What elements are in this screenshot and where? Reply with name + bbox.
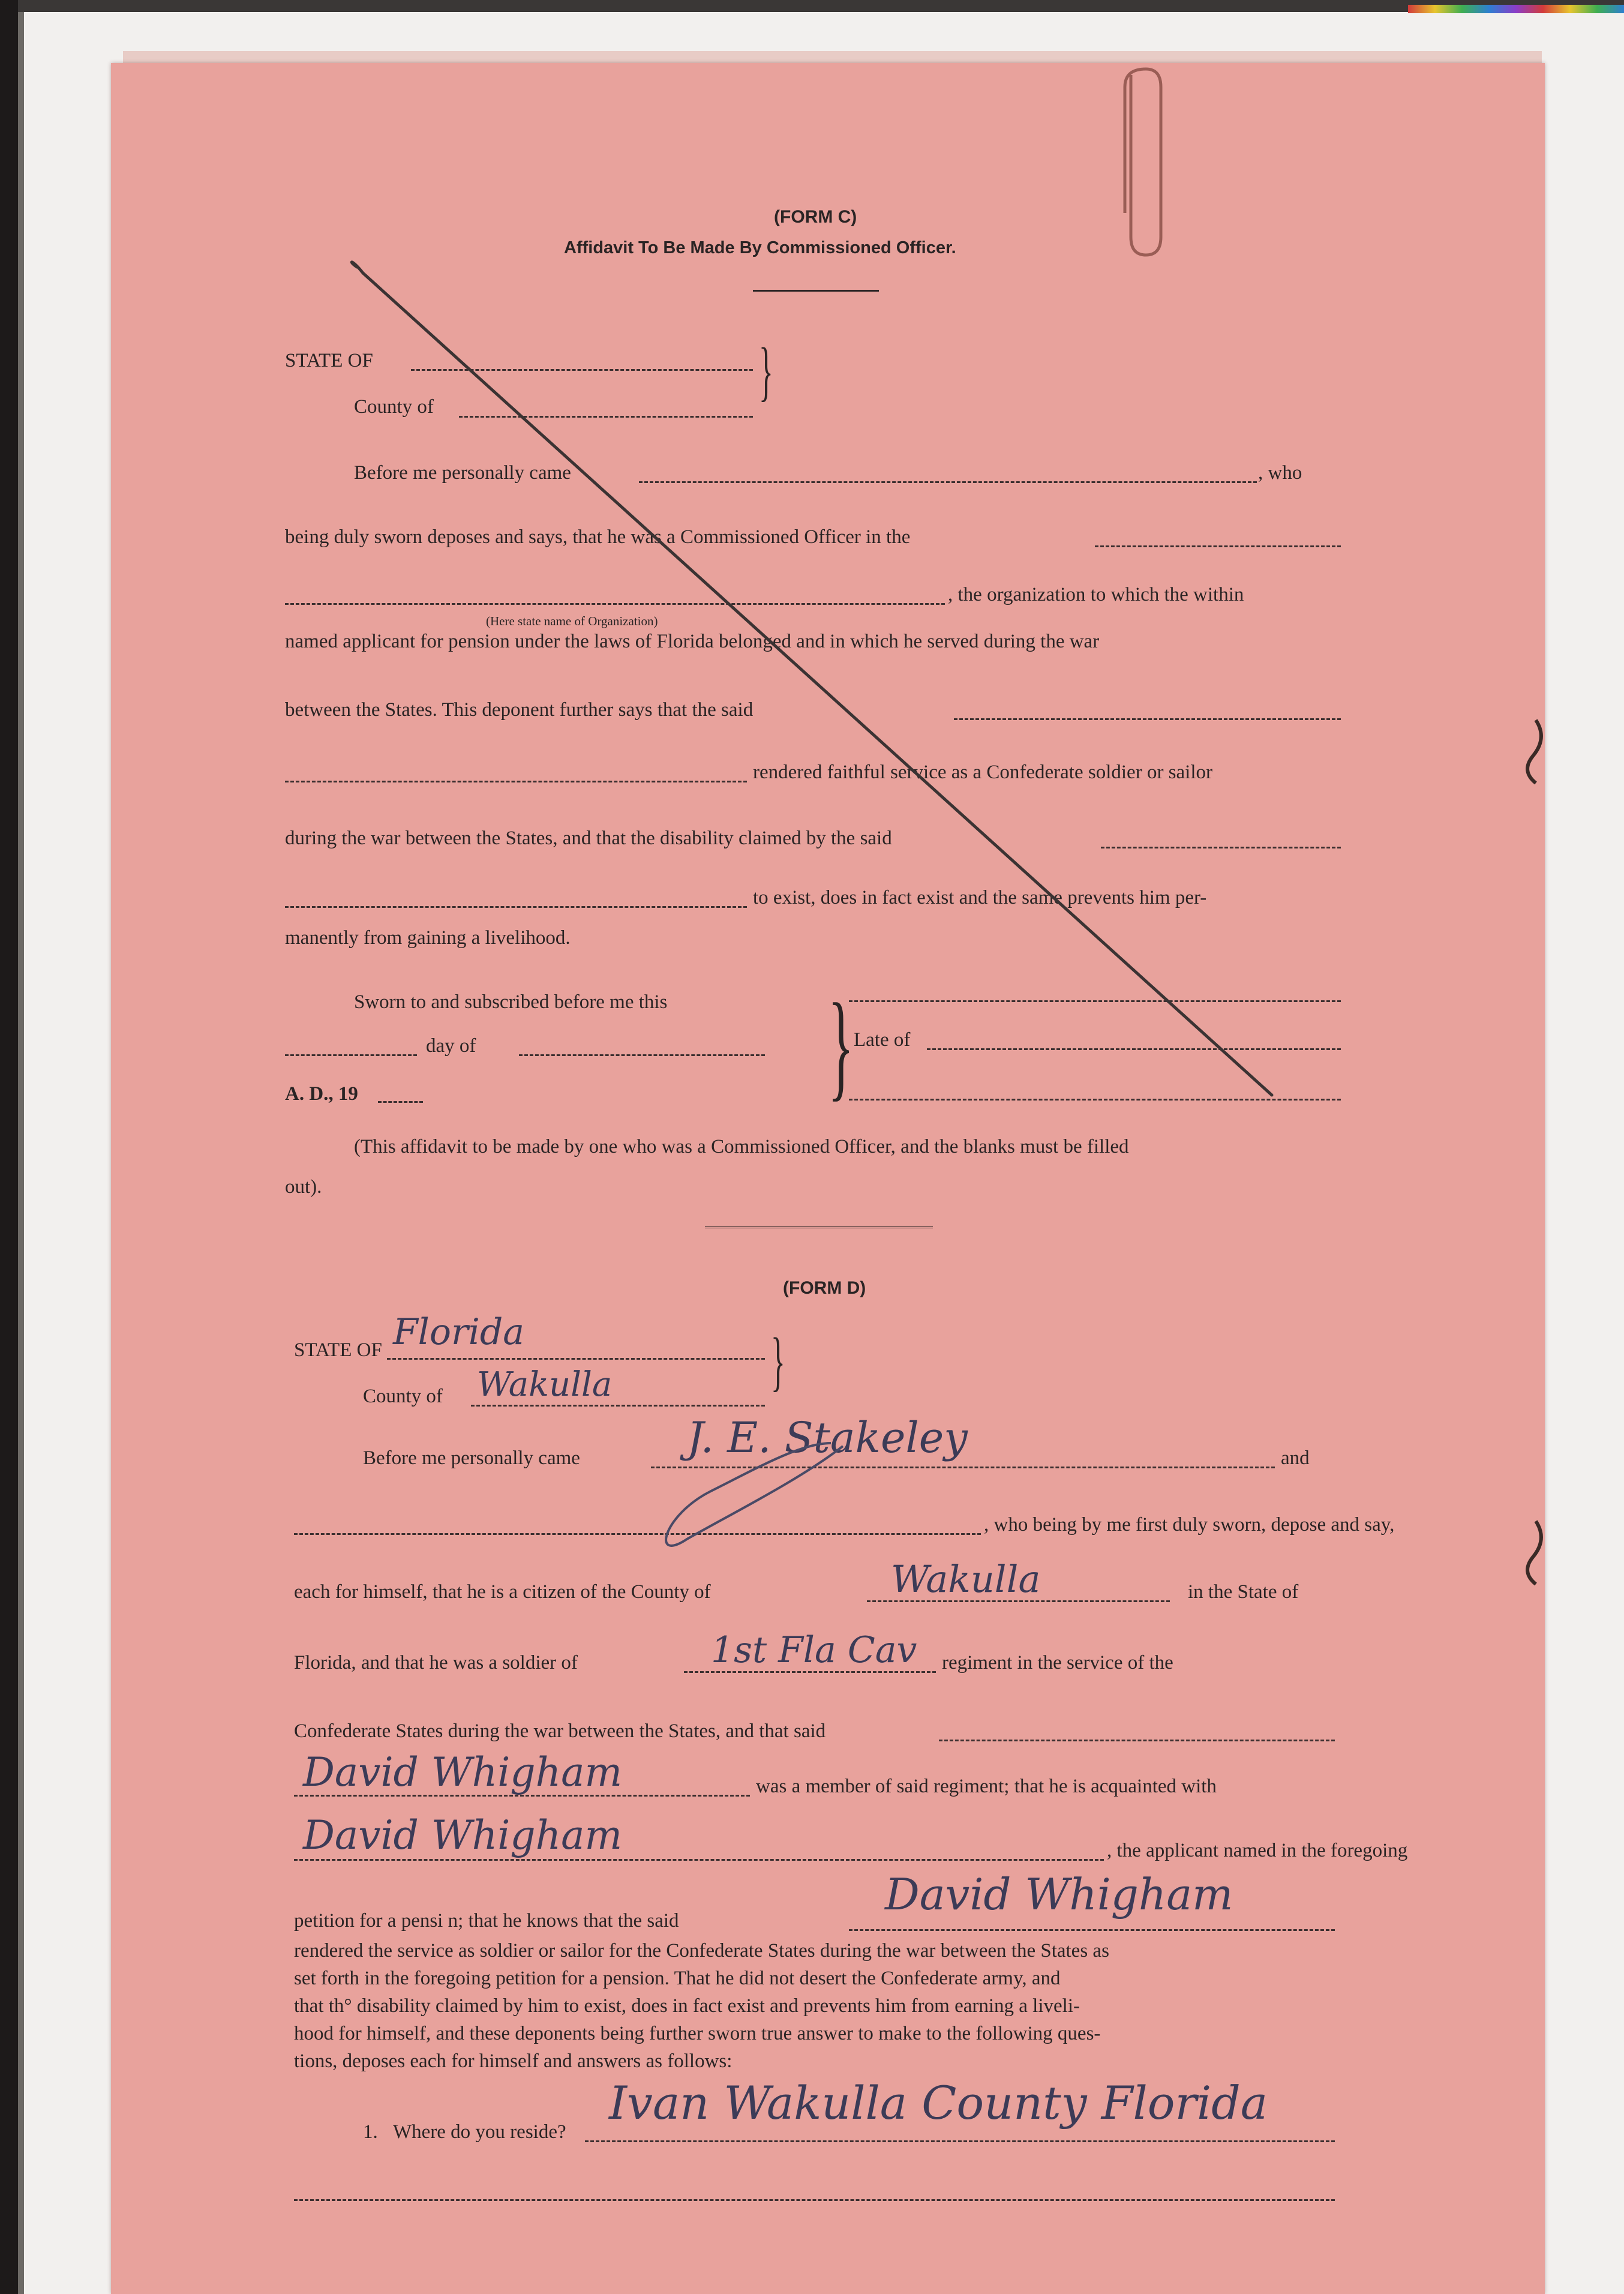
form-c-state-label: STATE OF <box>285 350 373 371</box>
form-d-petition-value: David Whigham <box>885 1869 1233 1920</box>
form-c-county-label: County of <box>354 396 434 418</box>
form-d-para-line1: rendered the service as soldier or sailor for the Confederate States during the war between the States as <box>294 1940 1109 1962</box>
form-c-line-manently: manently from gaining a livelihood. <box>285 927 571 949</box>
scanner-binding-edge <box>0 0 18 2294</box>
form-d-member-suffix: was a member of said regiment; that he is acquainted with <box>756 1776 1217 1797</box>
form-d-line-petition: petition for a pensi n; that he knows that the said <box>294 1910 679 1932</box>
form-c-day-of: day of <box>426 1035 476 1057</box>
form-d-para-line2: set forth in the foregoing petition for a pension. That he did not desert the Confederate army, and <box>294 1968 1061 1989</box>
form-d-line-personally: Before me personally came <box>363 1447 580 1469</box>
staple-mark-lower <box>1527 1521 1541 1584</box>
form-c-line-named: named applicant for pension under the laws of Florida belonged and in which he served during the war <box>285 631 1100 652</box>
form-c-note-line2: out). <box>285 1176 322 1198</box>
form-c-line-rendered: rendered faithful service as a Confederate soldier or sailor <box>753 761 1212 783</box>
form-c-late-brace: } <box>828 979 854 1112</box>
form-d-line-confed: Confederate States during the war between the States, and that said <box>294 1720 826 1742</box>
form-c-line-sworn: being duly sworn deposes and says, that he was a Commissioned Officer in the <box>285 526 911 548</box>
cancellation-stroke <box>352 262 1272 1095</box>
form-d-county-label: County of <box>363 1386 443 1407</box>
form-d-q1-value: Ivan Wakulla County Florida <box>609 2076 1268 2130</box>
form-d-line-florida: Florida, and that he was a soldier of <box>294 1652 578 1674</box>
form-d-para-line5: tions, deposes each for himself and answers as follows: <box>294 2050 733 2072</box>
form-d-regiment-value: 1st Fla Cav <box>711 1629 917 1671</box>
form-d-line-each: each for himself, that he is a citizen of the County of <box>294 1581 711 1603</box>
form-c-note-line1: (This affidavit to be made by one who was a Commissioned Officer, and the blanks must be filled <box>354 1136 1129 1158</box>
form-d-in-state: in the State of <box>1188 1581 1299 1603</box>
form-d-applicant-suffix: , the applicant named in the foregoing <box>1107 1840 1408 1861</box>
form-d-and: and <box>1281 1447 1310 1469</box>
form-c-line-during: during the war between the States, and that the disability claimed by the said <box>285 827 892 849</box>
form-c-org-hint: (Here state name of Organization) <box>486 614 658 628</box>
form-c-title: (FORM C) <box>774 207 857 227</box>
form-c-state-brace: } <box>759 334 773 407</box>
signature-flourish <box>666 1443 843 1546</box>
pension-application-page <box>111 63 1545 2294</box>
scanner-top-edge <box>18 0 1624 12</box>
form-d-para-line4: hood for himself, and these deponents being further sworn true answer to make to the following ques- <box>294 2023 1101 2044</box>
ink-overlay <box>111 63 1545 2294</box>
form-d-personally-value: J. E. Stakeley <box>687 1413 968 1462</box>
form-d-applicant-value: David Whigham <box>303 1812 623 1858</box>
form-c-line-personally: Before me personally came <box>354 462 571 484</box>
form-d-q1-number: 1. <box>363 2121 378 2143</box>
form-c-sworn-line: Sworn to and subscribed before me this <box>354 991 668 1013</box>
paperclip-icon <box>1125 69 1161 255</box>
form-d-state-label: STATE OF <box>294 1339 382 1361</box>
form-c-late-of: Late of <box>854 1029 911 1051</box>
staple-mark-upper <box>1527 720 1541 783</box>
form-d-state-brace: } <box>771 1324 785 1398</box>
form-d-regiment-suffix: regiment in the service of the <box>942 1652 1173 1674</box>
form-c-org-suffix: , the organization to which the within <box>948 584 1244 605</box>
form-d-state-value: Florida <box>393 1311 524 1353</box>
form-c-line-between: between the States. This deponent further says that the said <box>285 699 754 721</box>
scanner-color-strip <box>1408 5 1624 13</box>
form-d-county-value: Wakulla <box>477 1365 613 1404</box>
form-d-q1-text: Where do you reside? <box>393 2121 566 2143</box>
form-c-ad: A. D., 19 <box>285 1083 358 1105</box>
form-d-para-line3: that th° disability claimed by him to exist, does in fact exist and prevents him from earning a liveli- <box>294 1995 1080 2017</box>
form-d-citizen-value: Wakulla <box>891 1557 1041 1601</box>
form-c-subtitle: Affidavit To Be Made By Commissioned Officer. <box>564 238 956 257</box>
form-d-title: (FORM D) <box>783 1278 866 1298</box>
form-d-member-value: David Whigham <box>303 1749 623 1795</box>
scanner-binding-shadow <box>18 0 24 2294</box>
form-c-line-toexist: to exist, does in fact exist and the same prevents him per- <box>753 887 1207 908</box>
form-c-who: , who <box>1258 462 1302 484</box>
form-d-line-who: , who being by me first duly sworn, depose and say, <box>984 1514 1395 1536</box>
